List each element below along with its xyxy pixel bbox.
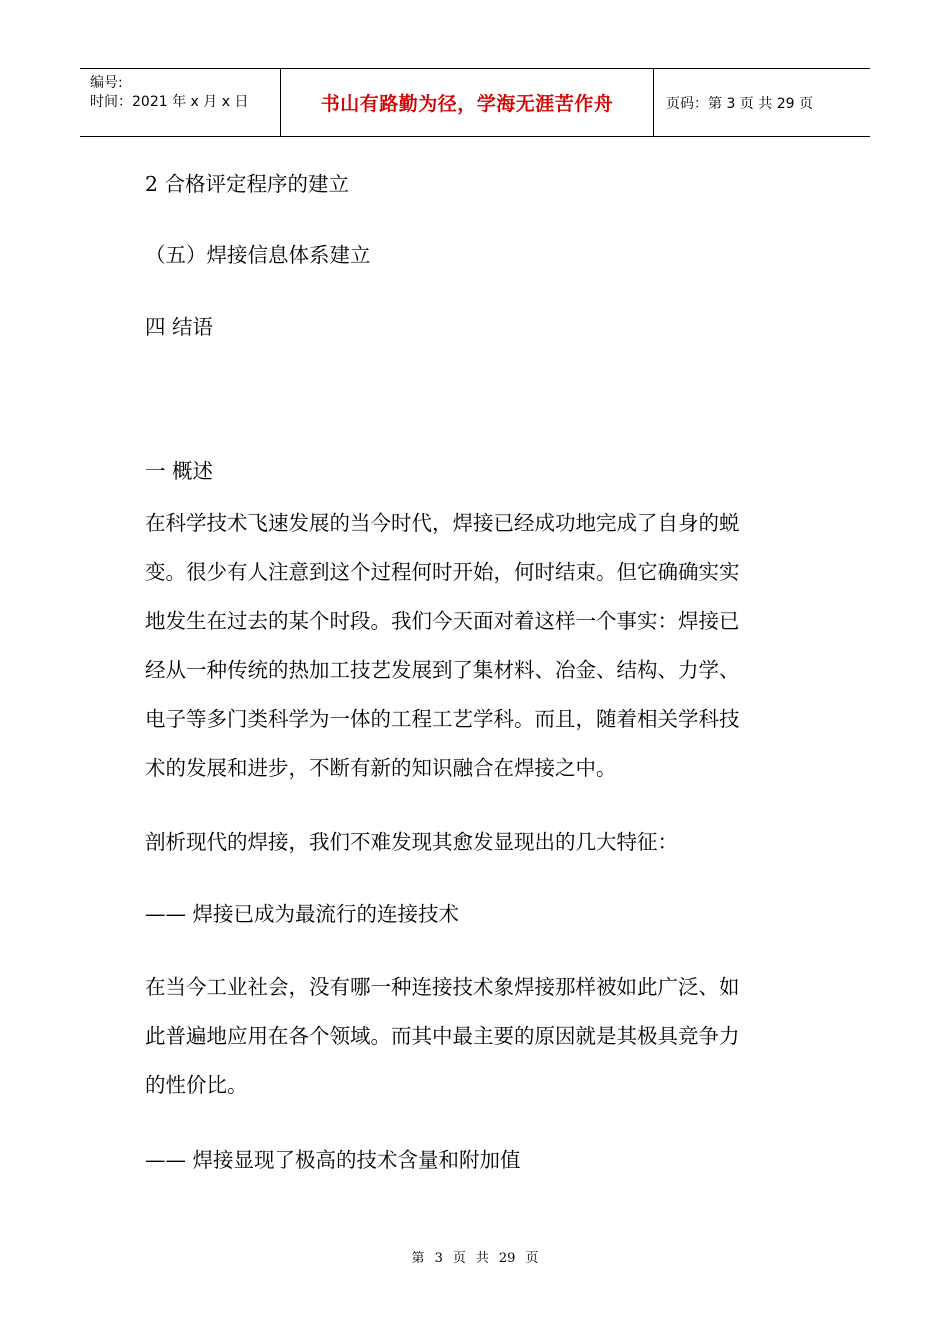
paragraph-line: 术的发展和进步，不断有新的知识融合在焊接之中。 <box>145 756 617 780</box>
paragraph-line: 在当今工业社会，没有哪一种连接技术象焊接那样被如此广泛、如 <box>145 975 740 999</box>
page-header <box>80 68 870 137</box>
header-page-info: 页码：第 3 页 共 29 页 <box>666 95 813 112</box>
header-motto-cell <box>281 69 654 136</box>
header-meta-cell <box>80 69 281 136</box>
footer-label: 第 <box>411 1251 425 1266</box>
footer-label: 共 <box>475 1251 489 1266</box>
paragraph-overview <box>145 499 740 793</box>
document-number-label: 编号: <box>90 75 123 91</box>
header-motto: 书山有路勤为径，学海无涯苦作舟 <box>320 93 614 115</box>
paragraph-line: 在科学技术飞速发展的当今时代，焊接已经成功地完成了自身的蜕 <box>145 511 740 535</box>
paragraph-line: 经从一种传统的热加工技艺发展到了集材料、冶金、结构、力学、 <box>145 658 740 682</box>
paragraph-line: 此普遍地应用在各个领域。而其中最主要的原因就是其极具竞争力 <box>145 1024 740 1048</box>
section-heading: （五）焊接信息体系建立 <box>145 243 371 267</box>
paragraph-line: 变。很少有人注意到这个过程何时开始，何时结束。但它确确实实 <box>145 560 740 584</box>
paragraph-line: 地发生在过去的某个时段。我们今天面对着这样一个事实：焊接已 <box>145 609 740 633</box>
header-page-cell <box>654 69 870 136</box>
footer-current-page: 3 <box>434 1251 443 1266</box>
feature-heading: —— 焊接已成为最流行的连接技术 <box>145 902 460 926</box>
footer-total-pages: 29 <box>498 1251 516 1266</box>
section-heading: 四 结语 <box>145 315 214 339</box>
footer-label: 页 <box>525 1251 539 1266</box>
document-time-label: 时间：2021 年 x 月 x 日 <box>90 94 249 110</box>
paragraph-connection <box>145 963 740 1110</box>
feature-heading: —— 焊接显现了极高的技术含量和附加值 <box>145 1148 521 1172</box>
section-heading: 2 合格评定程序的建立 <box>145 172 350 196</box>
page-footer <box>0 1247 950 1266</box>
paragraph-line: 的性价比。 <box>145 1073 248 1097</box>
footer-label: 页 <box>452 1251 466 1266</box>
paragraph-text: 剖析现代的焊接，我们不难发现其愈发显现出的几大特征： <box>145 830 678 854</box>
section-heading: 一 概述 <box>145 459 214 483</box>
paragraph-line: 电子等多门类科学为一体的工程工艺学科。而且，随着相关学科技 <box>145 707 740 731</box>
